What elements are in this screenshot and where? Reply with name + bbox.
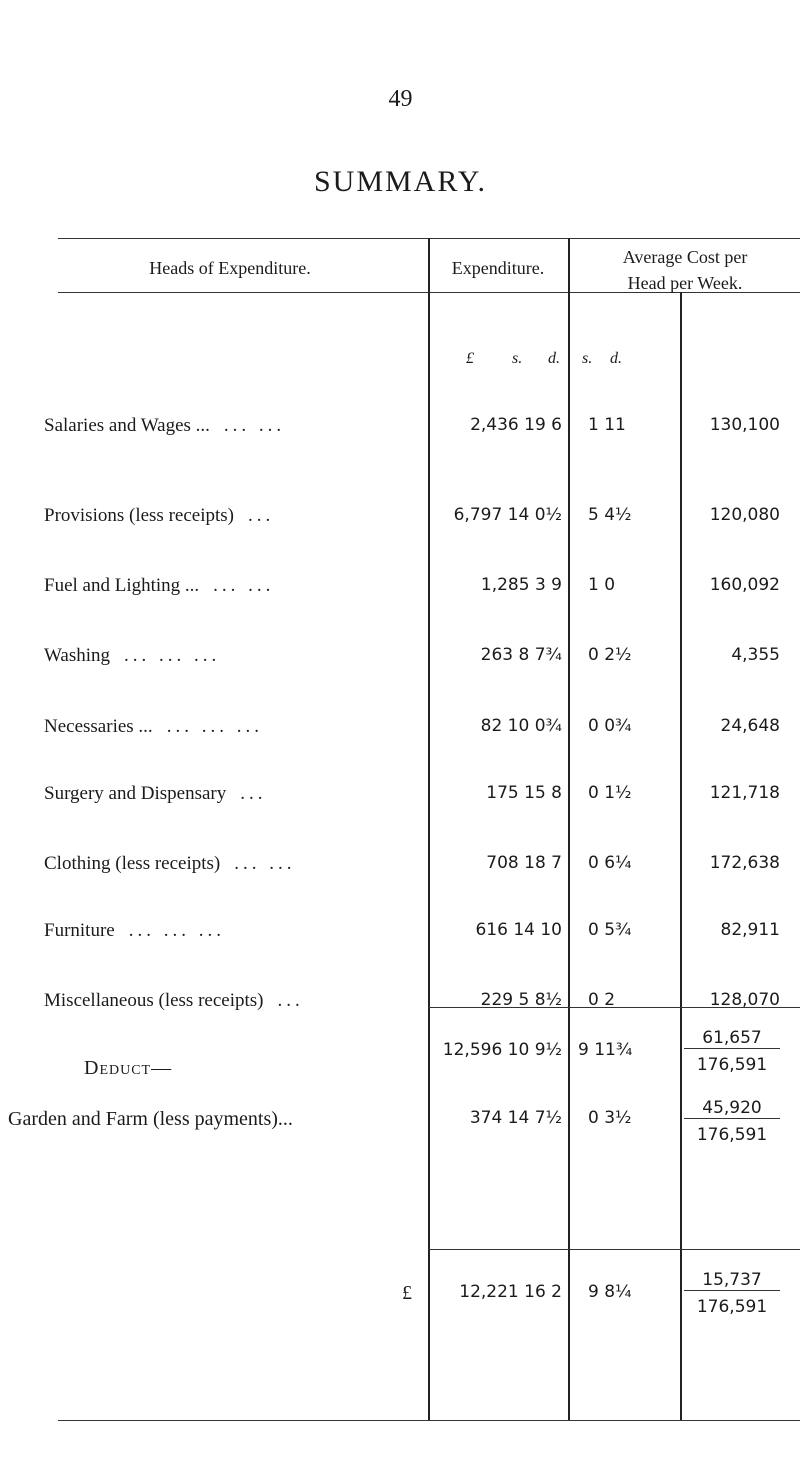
row-expenditure: 708 18 7 <box>486 853 562 873</box>
total-ratio-top: 15,737 <box>684 1270 780 1291</box>
row-expenditure: 6,797 14 0½ <box>453 505 562 525</box>
row-label <box>44 783 266 805</box>
row-leader-dots: ... ... ... <box>166 716 263 737</box>
row-average: 0 1½ <box>588 783 632 803</box>
row-label-text: Surgery and Dispensary <box>44 783 227 804</box>
row-label-text: Salaries and Wages ... <box>44 415 210 436</box>
total-ratio-bottom: 176,591 <box>696 1297 768 1317</box>
row-leader-dots: ... ... ... <box>124 645 221 666</box>
page-title: SUMMARY. <box>313 165 488 198</box>
garden-average: 0 3½ <box>588 1108 632 1128</box>
total-currency: £ <box>402 1282 412 1304</box>
row-average: 0 2½ <box>588 645 632 665</box>
column-divider-1 <box>428 238 430 1420</box>
header-heads: Heads of Expenditure. <box>149 258 311 278</box>
row-expenditure: 229 5 8½ <box>480 990 562 1010</box>
row-label-text: Washing <box>44 645 111 666</box>
row-average: 1 0 <box>588 575 616 595</box>
subtotal-average: 9 11¾ <box>578 1040 633 1060</box>
row-average: 0 0¾ <box>588 716 632 736</box>
row-label-text: Necessaries ... <box>44 716 153 737</box>
garden-label: Garden and Farm (less payments)... <box>8 1108 293 1130</box>
garden-ratio-bottom: 176,591 <box>696 1125 768 1145</box>
row-average: 5 4½ <box>588 505 632 525</box>
row-label <box>44 853 296 875</box>
row-ratio: 82,911 <box>720 920 780 940</box>
row-ratio: 120,080 <box>709 505 780 525</box>
row-ratio: 160,092 <box>709 575 780 595</box>
unit-avg-shilling: s. <box>582 350 593 367</box>
header-expenditure: Expenditure. <box>451 258 545 278</box>
row-ratio: 24,648 <box>720 716 780 736</box>
row-ratio: 121,718 <box>709 783 780 803</box>
row-label-text: Fuel and Lighting ... <box>44 575 200 596</box>
unit-pound: £ <box>466 350 474 367</box>
row-leader-dots: ... ... <box>234 853 296 874</box>
row-leader-dots: ... <box>247 505 275 526</box>
row-expenditure: 175 15 8 <box>486 783 562 803</box>
row-label <box>44 920 225 942</box>
row-average: 1 11 <box>588 415 626 435</box>
unit-pence: d. <box>548 350 560 367</box>
row-label <box>44 575 274 597</box>
row-average: 0 2 <box>588 990 616 1010</box>
row-ratio: 4,355 <box>731 645 780 665</box>
deduct-label: Deduct— <box>84 1057 173 1079</box>
row-label-text: Furniture <box>44 920 115 941</box>
row-expenditure: 2,436 19 6 <box>470 415 562 435</box>
row-ratio: 172,638 <box>709 853 780 873</box>
row-leader-dots: ... <box>240 783 267 804</box>
row-label-text: Miscellaneous (less receipts) <box>44 990 264 1011</box>
column-divider-3 <box>680 292 682 1420</box>
row-leader-dots: ... ... <box>223 415 286 436</box>
row-expenditure: 1,285 3 9 <box>480 575 562 595</box>
garden-expenditure: 374 14 7½ <box>469 1108 562 1128</box>
row-label-text: Provisions (less receipts) <box>44 505 234 526</box>
row-ratio: 128,070 <box>709 990 780 1010</box>
header-average-2: Head per Week. <box>627 273 743 293</box>
row-label <box>44 990 304 1012</box>
row-label <box>44 415 285 437</box>
total-expenditure: 12,221 16 2 <box>459 1282 562 1302</box>
garden-ratio-top: 45,920 <box>684 1098 780 1119</box>
subtotal-expenditure: 12,596 10 9½ <box>442 1040 562 1060</box>
row-leader-dots: ... ... <box>213 575 275 596</box>
row-expenditure: 263 8 7¾ <box>480 645 562 665</box>
total-average: 9 8¼ <box>588 1282 632 1302</box>
row-label <box>44 716 263 738</box>
subtotal-ratio-top: 61,657 <box>684 1028 780 1049</box>
subtotal-ratio-bottom: 176,591 <box>696 1055 768 1075</box>
unit-avg-pence: d. <box>610 350 622 367</box>
header-average-1: Average Cost per <box>622 247 748 267</box>
header-rule-left <box>58 292 428 293</box>
total-rule <box>428 1249 800 1250</box>
row-leader-dots: ... <box>277 990 304 1011</box>
table-bottom-rule <box>58 1420 800 1421</box>
page-number: 49 <box>388 86 413 112</box>
row-ratio: 130,100 <box>709 415 780 435</box>
row-expenditure: 82 10 0¾ <box>480 716 562 736</box>
row-label <box>44 645 220 667</box>
column-divider-2 <box>568 238 570 1420</box>
row-expenditure: 616 14 10 <box>475 920 562 940</box>
row-label-text: Clothing (less receipts) <box>44 853 221 874</box>
unit-shilling: s. <box>512 350 523 367</box>
row-average: 0 5¾ <box>588 920 632 940</box>
row-label <box>44 505 274 527</box>
row-leader-dots: ... ... ... <box>128 920 225 941</box>
row-average: 0 6¼ <box>588 853 632 873</box>
